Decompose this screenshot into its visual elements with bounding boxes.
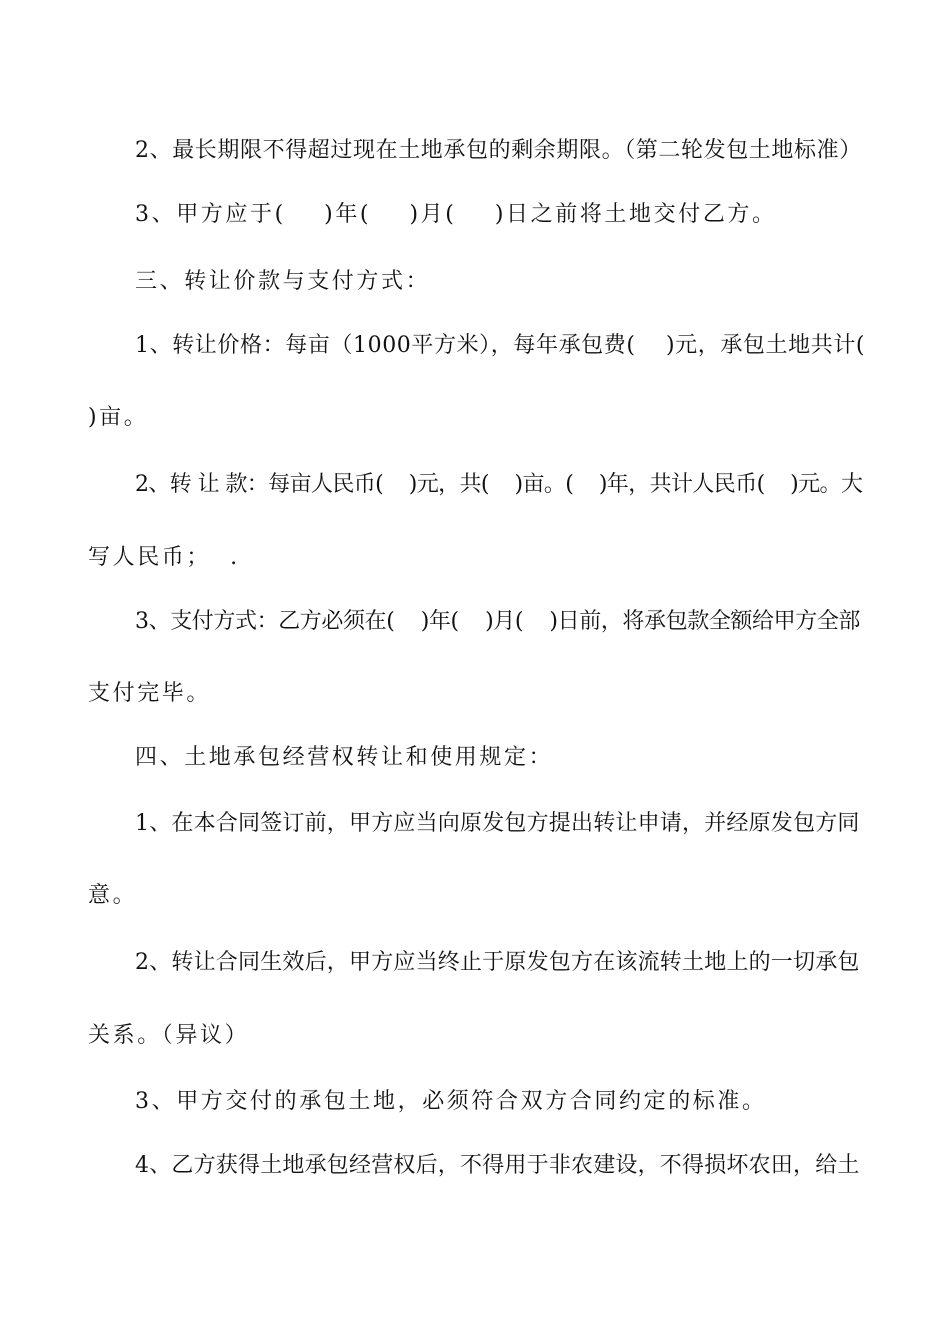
paragraph-line: 3、甲方交付的承包土地，必须符合双方合同约定的标准。 <box>135 1089 767 1114</box>
paragraph-line: 意。 <box>88 883 138 908</box>
paragraph-line: 写人民币； . <box>88 545 240 570</box>
paragraph-line: 4、乙方获得土地承包经营权后，不得用于非农建设，不得损坏农田，给土 <box>135 1153 860 1178</box>
section-heading: 三、转让价款与支付方式： <box>135 269 431 294</box>
paragraph-line: 关系。（异议） <box>88 1023 250 1048</box>
paragraph-line: 支付完毕。 <box>88 681 212 706</box>
paragraph-line: )亩。 <box>88 405 149 430</box>
paragraph-line: 3、支付方式：乙方必须在( )年( )月( )日前，将承包款全额给甲方全部 <box>135 609 861 634</box>
section-heading: 四、土地承包经营权转让和使用规定： <box>135 745 554 770</box>
paragraph-line: 3、甲方应于( )年( )月( )日之前将土地交付乙方。 <box>135 202 777 227</box>
paragraph-line: 2、转让合同生效后，甲方应当终止于原发包方在该流转土地上的一切承包 <box>135 950 860 975</box>
paragraph-line: 2、转 让 款：每亩人民币( )元，共( )亩。( )年，共计人民币( )元。大 <box>135 472 863 497</box>
paragraph-line: 1、在本合同签订前，甲方应当向原发包方提出转让申请，并经原发包方同 <box>135 811 860 836</box>
paragraph-line: 1、转让价格：每亩（1000平方米），每年承包费( )元，承包土地共计( <box>135 333 866 358</box>
paragraph-line: 2、最长期限不得超过现在土地承包的剩余期限。（第二轮发包土地标准） <box>135 138 862 163</box>
